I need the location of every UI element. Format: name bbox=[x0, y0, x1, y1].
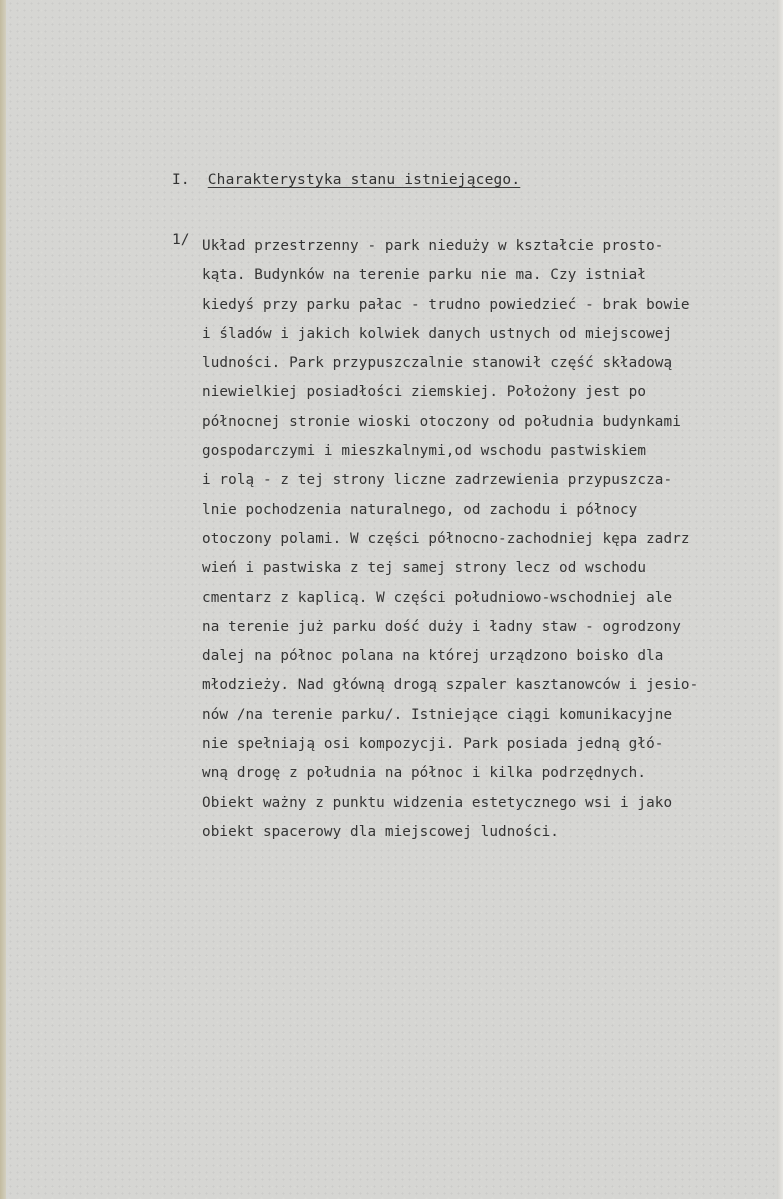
text-line: dalej na północ polana na której urządzono boisko dla bbox=[202, 648, 664, 665]
section-title: Charakterystyka stanu istniejącego. bbox=[207, 172, 521, 188]
section-heading bbox=[172, 172, 520, 188]
text-line: Obiekt ważny z punktu widzenia estetycznego wsi i jako bbox=[202, 794, 673, 811]
text-line: kiedyś przy parku pałac - trudno powiedzieć - brak bowie bbox=[202, 296, 690, 313]
text-line: i rolą - z tej strony liczne zadrzewienia przypuszcza- bbox=[202, 472, 673, 489]
text-line: wną drogę z południa na północ i kilka podrzędnych. bbox=[202, 765, 647, 782]
paragraph-body bbox=[202, 232, 783, 847]
text-line: północnej stronie wioski otoczony od południa budynkami bbox=[202, 413, 681, 430]
text-line: lnie pochodzenia naturalnego, od zachodu i północy bbox=[202, 501, 638, 518]
text-line: wień i pastwiska z tej samej strony lecz od wschodu bbox=[202, 560, 647, 577]
item-number: 1/ bbox=[172, 232, 190, 248]
text-line: kąta. Budynków na terenie parku nie ma. Czy istniał bbox=[202, 267, 647, 284]
text-line: otoczony polami. W części północno-zachodniej kępa zadrz bbox=[202, 530, 690, 547]
text-line: cmentarz z kaplicą. W części południowo-wschodniej ale bbox=[202, 589, 673, 606]
text-line: młodzieży. Nad główną drogą szpaler kasztanowców i jesio- bbox=[202, 677, 699, 694]
section-label: I. bbox=[172, 172, 190, 188]
text-line: nie spełniają osi kompozycji. Park posiada jedną głó- bbox=[202, 736, 664, 753]
page-left-edge bbox=[0, 0, 6, 1199]
text-line: niewielkiej posiadłości ziemskiej. Położony jest po bbox=[202, 384, 647, 401]
text-line: na terenie już parku dość duży i ładny staw - ogrodzony bbox=[202, 618, 681, 635]
text-line: nów /na terenie parku/. Istniejące ciągi komunikacyjne bbox=[202, 706, 673, 723]
text-line: ludności. Park przypuszczalnie stanowił część składową bbox=[202, 355, 673, 372]
text-line: gospodarczymi i mieszkalnymi,od wschodu pastwiskiem bbox=[202, 443, 647, 460]
text-line: Układ przestrzenny - park nieduży w kształcie prosto- bbox=[202, 238, 664, 254]
text-line: i śladów i jakich kolwiek danych ustnych od miejscowej bbox=[202, 325, 673, 342]
text-line: obiekt spacerowy dla miejscowej ludności. bbox=[202, 823, 560, 840]
